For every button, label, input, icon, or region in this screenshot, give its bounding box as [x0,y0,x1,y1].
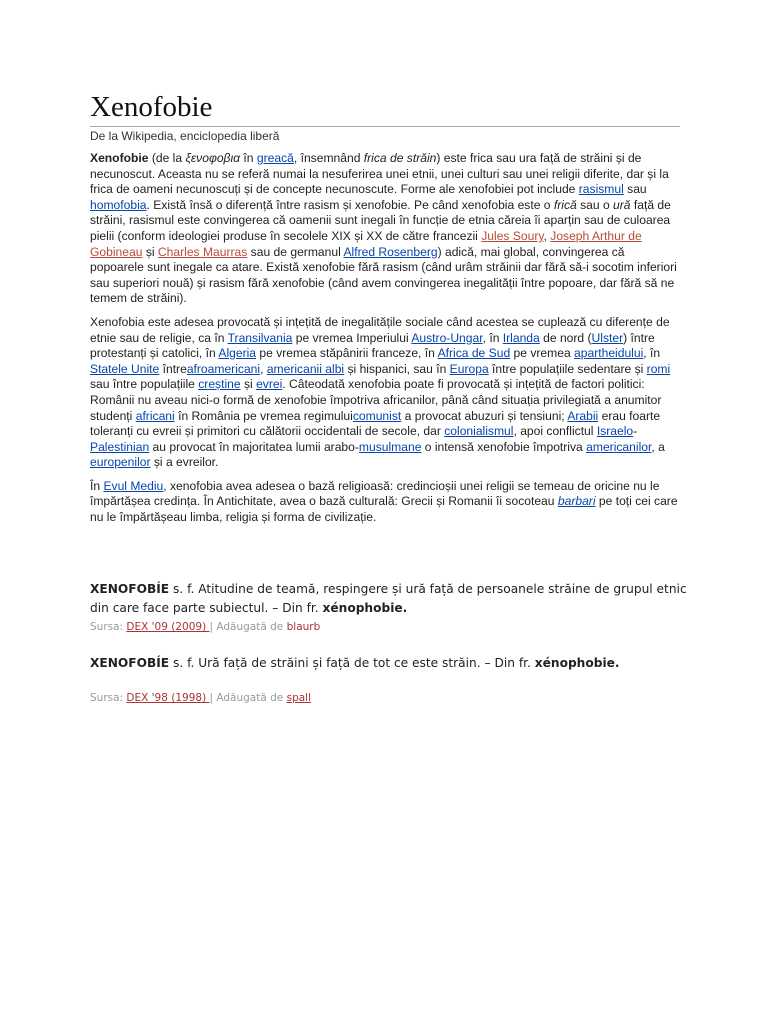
greek-word: ξενοφοβια [185,151,241,165]
link-americanilor[interactable]: americanilor [586,439,652,454]
text: - [633,424,638,439]
dex-term: XENOFOBÍE [90,656,170,670]
page-subtitle: De la Wikipedia, enciclopedia liberă [90,129,280,143]
text: ) adică, mai global, convingerea că popoarele sunt inegale ca atare. Există xenofobie fără rasism (când urâm străinii dar fără să-i socotim inferiori sau superiori nouă) și rasism fără xenofobie (când avem convingerea inegalității între popoare, dar fără să ne temem de străini). [90,244,677,306]
link-crestine[interactable]: creștine [198,377,241,392]
link-algeria[interactable]: Algeria [218,346,257,361]
text: au provocat în majoritatea lumii arabo- [149,439,359,454]
dex-definition-2 [90,654,690,673]
italic-text: frica de străin [363,151,437,165]
link-gobineau[interactable]: Joseph Arthur de Gobineau [90,228,642,259]
text: , a [651,439,665,454]
user-link[interactable]: spall [286,692,312,704]
page-title: Xenofobie [90,90,680,127]
text: (de la [148,151,186,165]
user-link[interactable]: blaurb [286,621,321,633]
text: pe vremea stăpânirii franceze, în [256,346,438,361]
added-by-label: | Adăugată de [209,621,287,633]
italic-text: frică [553,197,577,212]
text: între [159,361,187,376]
dex-origin: xénophobie. [534,656,620,670]
italic-text: ură [613,197,631,212]
text: și [240,377,257,392]
text: și a evreilor. [150,455,219,470]
link-europa[interactable]: Europa [449,361,489,376]
text: sau o [576,197,614,212]
text: sau între populațiile [90,377,199,392]
text: față de străini, rasismul este convingerea că oamenii sunt inegali în funcție de etnia căreia îi aparțin sau de culoarea pielii (conform ideologiei produse în secolele XIX și XX de către francezii [90,197,671,243]
source-link[interactable]: DEX '98 (1998) [126,692,210,704]
text: ) este frica sau ura față de străini și de necunoscut. Aceasta nu se referă numai la nesuferirea unei etnii, unei culturi sau unei religii diferite, dar și la frica de oameni necunoscuți și de concepte necunoscute. Forme ale xenofobiei pot include [90,151,669,197]
text: , xenofobia avea adesea o bază religioasă: credincioșii unei religii se temeau de oricine nu le împărtășea credința. În Antichitate, avea o bază culturală: Grecii și Romanii îi socoteau [90,478,660,509]
source-label: Sursa: [90,692,127,704]
link-evul-mediu[interactable]: Evul Mediu [103,478,164,493]
text: între populațiile sedentare și [488,361,647,376]
text: , apoi conflictul [513,424,597,439]
text: . Există însă o diferență între rasism și xenofobie. Pe când xenofobia este o [146,197,554,212]
paragraph-history [90,479,680,526]
text: pe vremea Imperiului [292,330,412,345]
link-romi[interactable]: romi [646,361,671,376]
link-evrei[interactable]: evrei [256,377,283,392]
dex-text: s. f. Atitudine de teamă, respingere și ură față de persoanele străine de grupul etnic din care face parte subiectul. – Din fr. [90,582,687,615]
text: în România pe vremea regimului [174,408,353,423]
dex-definition-1 [90,580,690,618]
link-homofobia[interactable]: homofobia [90,197,147,212]
link-europenilor[interactable]: europenilor [90,455,151,470]
text: pe vremea [510,346,575,361]
text: sau [623,182,647,197]
source-link[interactable]: DEX '09 (2009) [126,621,210,633]
text: . Câteodată xenofobia poate fi provocată și ințețită de factori politici: Românii nu aveau nici-o formă de xenofobie împotriva africanilor, până când situația privilegiată a anumitor studenți [90,377,662,423]
dex-origin: xénophobie. [322,601,408,615]
text: în [240,151,257,165]
wiki-article [90,151,680,534]
text: o intensă xenofobie împotriva [421,439,587,454]
dex-source-2 [90,692,311,704]
link-statele-unite[interactable]: Statele Unite [90,361,160,376]
link-arabii[interactable]: Arabii [567,408,599,423]
text: a provocat abuzuri și tensiuni; [401,408,568,423]
link-palestinian[interactable]: Palestinian [90,439,150,454]
link-africa-de-sud[interactable]: Africa de Sud [437,346,511,361]
text: , [543,228,551,243]
text: de nord ( [539,330,592,345]
link-colonialismul[interactable]: colonialismul [444,424,514,439]
term-bold: Xenofobie [90,151,149,165]
link-apartheidului[interactable]: apartheidului [574,346,644,361]
link-barbari[interactable]: barbari [557,494,596,509]
text: , însemnând [293,151,364,165]
dex-source-1 [90,621,320,633]
link-ulster[interactable]: Ulster [591,330,624,345]
link-americanii-albi[interactable]: americanii albi [266,361,345,376]
link-greaca[interactable]: greacă [256,151,294,165]
link-jules-soury[interactable]: Jules Soury [481,228,544,243]
paragraph-intro [90,151,680,307]
link-africani[interactable]: africani [135,408,175,423]
text: sau de germanul [247,244,344,259]
paragraph-causes [90,315,680,471]
text: , în [643,346,661,361]
text: , [260,361,267,376]
text: Xenofobia este adesea provocată și ințețită de inegalitățile sociale când acestea se cuplează cu diferențe de etnie sau de religie, ca în [90,314,670,345]
text: și [142,244,158,259]
text: , în [482,330,503,345]
text: pe toți cei care nu le împărtășeau limba, religia și forma de civilizație. [90,494,678,525]
link-comunist[interactable]: comunist [352,408,402,423]
text: erau foarte toleranți cu evreii și primitori cu călătorii occidentali de secole, dar [90,408,661,439]
added-by-label: | Adăugată de [209,692,287,704]
text: și hispanici, sau în [344,361,450,376]
link-irlanda[interactable]: Irlanda [502,330,540,345]
link-alfred-rosenberg[interactable]: Alfred Rosenberg [343,244,438,259]
link-israelo[interactable]: Israelo [596,424,634,439]
dex-text: s. f. Ură față de străini și față de tot ce este străin. – Din fr. [169,656,535,670]
link-musulmane[interactable]: musulmane [358,439,422,454]
link-afroamericani[interactable]: afroamericani [186,361,261,376]
link-charles-maurras[interactable]: Charles Maurras [157,244,248,259]
link-austro-ungar[interactable]: Austro-Ungar [411,330,483,345]
link-transilvania[interactable]: Transilvania [227,330,293,345]
dex-term: XENOFOBÍE [90,582,170,596]
text: În [90,478,104,493]
text: ) între protestanți și catolici, în [90,330,655,361]
link-rasismul[interactable]: rasismul [578,182,624,197]
source-label: Sursa: [90,621,127,633]
